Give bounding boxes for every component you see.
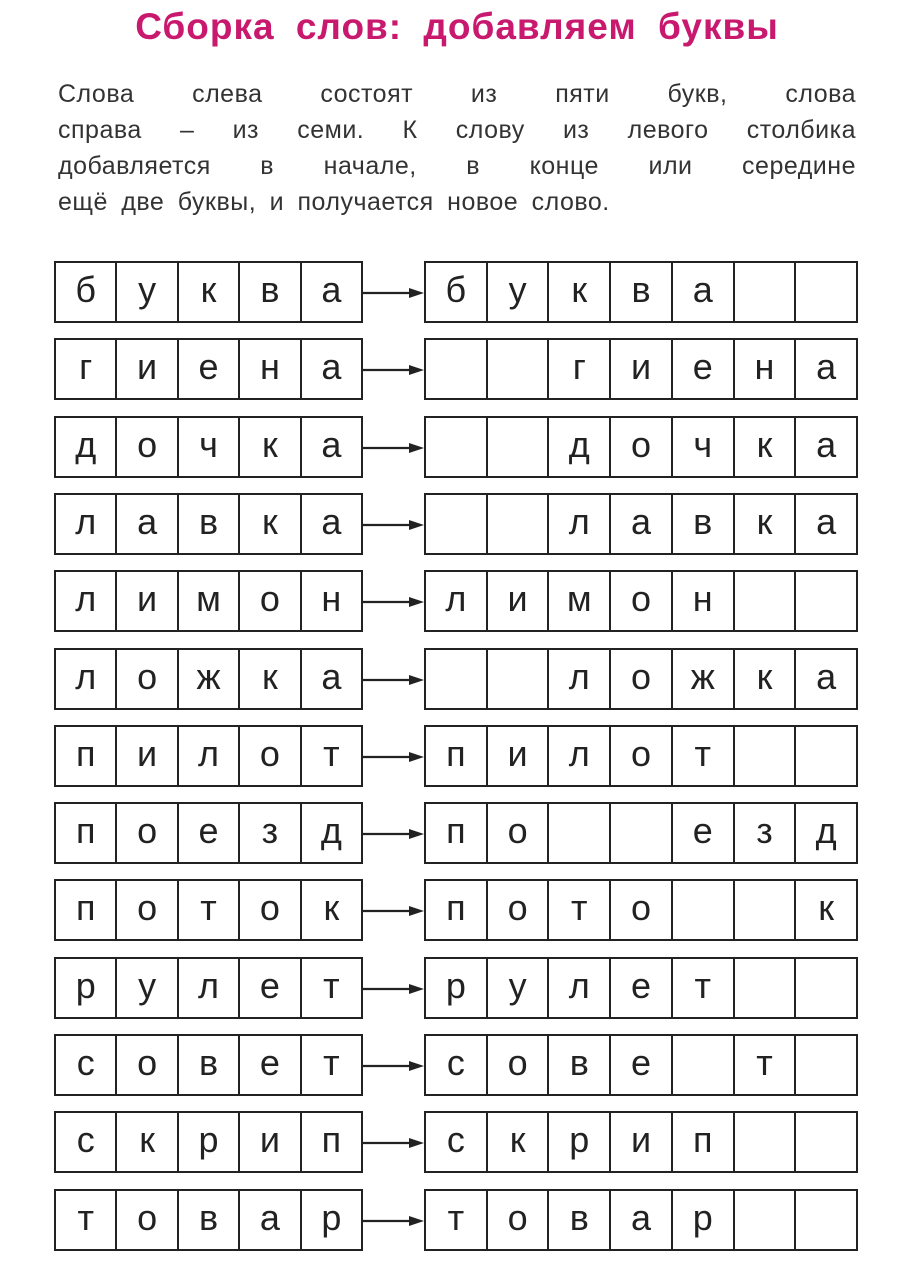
- letter-cell[interactable]: [426, 340, 486, 398]
- letter-cell[interactable]: [733, 727, 795, 785]
- letter-cell[interactable]: о: [486, 804, 548, 862]
- letter-cell[interactable]: т: [447, 1197, 465, 1238]
- letter-cell: а: [300, 340, 361, 398]
- word-row: [0, 261, 914, 327]
- letter-cell[interactable]: к: [733, 650, 795, 708]
- letter-cell: л: [75, 656, 97, 697]
- word-row: [0, 570, 914, 636]
- letter-cell[interactable]: е: [671, 340, 733, 398]
- letter-cell[interactable]: [794, 727, 856, 785]
- arrow-right-icon: [363, 1138, 424, 1148]
- letter-cell: н: [300, 572, 361, 630]
- letter-cell[interactable]: и: [486, 572, 548, 630]
- letter-cell: к: [238, 650, 299, 708]
- letter-cell: г: [79, 346, 93, 387]
- letter-cell: с: [76, 1042, 95, 1083]
- letter-cell[interactable]: р: [671, 1191, 733, 1249]
- letter-cell: в: [177, 495, 238, 553]
- letter-cell[interactable]: у: [486, 263, 548, 321]
- target-word-grid: [424, 1111, 858, 1173]
- word-row: [0, 1034, 914, 1100]
- letter-cell[interactable]: [426, 418, 486, 476]
- letter-cell: о: [238, 881, 299, 939]
- letter-cell[interactable]: а: [794, 650, 856, 708]
- letter-cell[interactable]: о: [609, 881, 671, 939]
- letter-cell[interactable]: [486, 418, 548, 476]
- letter-cell[interactable]: а: [794, 495, 856, 553]
- letter-cell[interactable]: и: [486, 727, 548, 785]
- word-row: [0, 416, 914, 482]
- letter-cell[interactable]: [733, 263, 795, 321]
- source-word-grid: [54, 570, 363, 632]
- letter-cell[interactable]: о: [609, 572, 671, 630]
- letter-cell[interactable]: г: [547, 340, 609, 398]
- letter-cell: л: [177, 959, 238, 1017]
- letter-cell[interactable]: [486, 650, 548, 708]
- letter-cell[interactable]: д: [547, 418, 609, 476]
- letter-cell[interactable]: а: [609, 495, 671, 553]
- word-row: [0, 725, 914, 791]
- letter-cell: ч: [177, 418, 238, 476]
- letter-cell: о: [238, 727, 299, 785]
- target-word-grid: [424, 493, 858, 555]
- letter-cell[interactable]: [733, 572, 795, 630]
- letter-cell: т: [177, 881, 238, 939]
- letter-cell: а: [300, 263, 361, 321]
- letter-cell[interactable]: т: [547, 881, 609, 939]
- letter-cell: д: [300, 804, 361, 862]
- letter-cell: и: [115, 340, 176, 398]
- target-word-grid: [424, 261, 858, 323]
- arrow-right-icon: [363, 288, 424, 298]
- letter-cell: к: [177, 263, 238, 321]
- letter-cell[interactable]: т: [671, 727, 733, 785]
- letter-cell: р: [300, 1191, 361, 1249]
- letter-cell[interactable]: [794, 263, 856, 321]
- letter-cell: т: [77, 1197, 94, 1238]
- letter-cell[interactable]: в: [609, 263, 671, 321]
- letter-cell: л: [75, 501, 97, 542]
- arrow-right-icon: [363, 597, 424, 607]
- target-word-grid: [424, 725, 858, 787]
- letter-cell[interactable]: в: [671, 495, 733, 553]
- letter-cell[interactable]: м: [547, 572, 609, 630]
- letter-cell[interactable]: к: [794, 881, 856, 939]
- source-word-grid: [54, 493, 363, 555]
- letter-cell: е: [238, 1036, 299, 1094]
- letter-cell: а: [300, 418, 361, 476]
- letter-cell[interactable]: в: [547, 1191, 609, 1249]
- letter-cell[interactable]: с: [446, 1119, 465, 1160]
- source-word-grid: [54, 879, 363, 941]
- letter-cell[interactable]: а: [794, 418, 856, 476]
- letter-cell[interactable]: б: [445, 269, 467, 310]
- letter-cell: т: [300, 727, 361, 785]
- letter-cell[interactable]: а: [609, 1191, 671, 1249]
- letter-cell: п: [75, 733, 96, 774]
- letter-cell: п: [75, 810, 96, 851]
- letter-cell: и: [115, 572, 176, 630]
- letter-cell: в: [177, 1036, 238, 1094]
- arrow-right-icon: [363, 906, 424, 916]
- letter-cell: б: [75, 269, 97, 310]
- letter-cell[interactable]: [671, 1036, 733, 1094]
- arrow-right-icon: [363, 829, 424, 839]
- letter-cell[interactable]: [733, 881, 795, 939]
- arrow-right-icon: [363, 520, 424, 530]
- target-word-grid: [424, 1034, 858, 1096]
- target-word-grid: [424, 338, 858, 400]
- source-word-grid: [54, 725, 363, 787]
- letter-cell: о: [115, 1191, 176, 1249]
- letter-cell: в: [177, 1191, 238, 1249]
- letter-cell[interactable]: о: [609, 650, 671, 708]
- word-row: [0, 493, 914, 559]
- letter-cell[interactable]: е: [609, 959, 671, 1017]
- letter-cell: у: [115, 959, 176, 1017]
- letter-cell[interactable]: [733, 959, 795, 1017]
- letter-cell[interactable]: [426, 495, 486, 553]
- letter-cell[interactable]: т: [733, 1036, 795, 1094]
- letter-cell[interactable]: т: [671, 959, 733, 1017]
- letter-cell: е: [238, 959, 299, 1017]
- letter-cell: н: [238, 340, 299, 398]
- letter-cell: т: [300, 1036, 361, 1094]
- letter-cell: е: [177, 340, 238, 398]
- arrow-right-icon: [363, 365, 424, 375]
- letter-cell: а: [300, 650, 361, 708]
- letter-cell[interactable]: з: [733, 804, 795, 862]
- source-word-grid: [54, 1034, 363, 1096]
- letter-cell[interactable]: л: [547, 495, 609, 553]
- instruction-line: Слова слева состоят из пяти букв, слова: [58, 80, 856, 108]
- letter-cell[interactable]: [794, 1036, 856, 1094]
- arrow-right-icon: [363, 675, 424, 685]
- letter-cell[interactable]: [794, 1113, 856, 1171]
- letter-cell: ж: [177, 650, 238, 708]
- letter-cell: а: [115, 495, 176, 553]
- letter-cell: т: [300, 959, 361, 1017]
- letter-cell: е: [177, 804, 238, 862]
- letter-cell: о: [238, 572, 299, 630]
- word-row: [0, 957, 914, 1023]
- instruction-line: ещё две буквы, и получается новое слово.: [58, 188, 610, 216]
- target-word-grid: [424, 570, 858, 632]
- letter-cell[interactable]: [426, 650, 486, 708]
- letter-cell[interactable]: л: [547, 650, 609, 708]
- letter-cell[interactable]: ч: [671, 418, 733, 476]
- instruction-line: справа – из семи. К слову из левого столбика: [58, 116, 856, 144]
- letter-cell: и: [115, 727, 176, 785]
- source-word-grid: [54, 338, 363, 400]
- letter-cell[interactable]: д: [794, 804, 856, 862]
- arrow-right-icon: [363, 984, 424, 994]
- letter-cell[interactable]: у: [486, 959, 548, 1017]
- source-word-grid: [54, 802, 363, 864]
- letter-cell: п: [300, 1113, 361, 1171]
- letter-cell[interactable]: к: [486, 1113, 548, 1171]
- source-word-grid: [54, 416, 363, 478]
- letter-cell[interactable]: и: [609, 1113, 671, 1171]
- letter-cell[interactable]: п: [446, 810, 466, 851]
- word-row: [0, 802, 914, 868]
- letter-cell[interactable]: в: [547, 1036, 609, 1094]
- letter-cell: о: [115, 650, 176, 708]
- letter-cell[interactable]: о: [486, 881, 548, 939]
- letter-cell[interactable]: р: [547, 1113, 609, 1171]
- page-title: Сборка слов: добавляем буквы: [135, 6, 779, 47]
- instruction-line: добавляется в начале, в конце или середине: [58, 152, 856, 180]
- letter-cell: а: [300, 495, 361, 553]
- letter-cell: к: [115, 1113, 176, 1171]
- letter-cell[interactable]: е: [671, 804, 733, 862]
- letter-cell: в: [238, 263, 299, 321]
- letter-cell[interactable]: о: [609, 727, 671, 785]
- letter-cell: л: [75, 578, 97, 619]
- letter-cell: о: [115, 881, 176, 939]
- letter-cell: д: [75, 424, 97, 465]
- letter-cell[interactable]: п: [446, 887, 466, 928]
- letter-cell[interactable]: [486, 495, 548, 553]
- letter-cell: р: [177, 1113, 238, 1171]
- letter-cell: с: [76, 1119, 95, 1160]
- letter-cell[interactable]: [609, 804, 671, 862]
- source-word-grid: [54, 957, 363, 1019]
- source-word-grid: [54, 1111, 363, 1173]
- letter-cell: з: [238, 804, 299, 862]
- letter-cell[interactable]: к: [733, 495, 795, 553]
- letter-cell[interactable]: к: [547, 263, 609, 321]
- letter-cell[interactable]: л: [547, 727, 609, 785]
- word-row: [0, 1111, 914, 1177]
- letter-cell[interactable]: н: [733, 340, 795, 398]
- arrow-right-icon: [363, 443, 424, 453]
- letter-cell[interactable]: [671, 881, 733, 939]
- target-word-grid: [424, 957, 858, 1019]
- letter-cell: л: [177, 727, 238, 785]
- letter-cell[interactable]: л: [547, 959, 609, 1017]
- letter-cell[interactable]: [794, 1191, 856, 1249]
- target-word-grid: [424, 416, 858, 478]
- letter-cell[interactable]: [486, 340, 548, 398]
- target-word-grid: [424, 1189, 858, 1251]
- letter-cell[interactable]: [733, 1191, 795, 1249]
- letter-cell: м: [177, 572, 238, 630]
- letter-cell[interactable]: [794, 572, 856, 630]
- letter-cell: р: [75, 965, 96, 1006]
- arrow-right-icon: [363, 752, 424, 762]
- arrow-right-icon: [363, 1216, 424, 1226]
- target-word-grid: [424, 648, 858, 710]
- arrow-right-icon: [363, 1061, 424, 1071]
- letter-cell[interactable]: л: [445, 578, 467, 619]
- letter-cell: о: [115, 1036, 176, 1094]
- letter-cell[interactable]: о: [486, 1036, 548, 1094]
- source-word-grid: [54, 648, 363, 710]
- letter-cell[interactable]: [547, 804, 609, 862]
- letter-cell: о: [115, 418, 176, 476]
- word-row: [0, 1189, 914, 1255]
- target-word-grid: [424, 802, 858, 864]
- letter-cell[interactable]: о: [609, 418, 671, 476]
- letter-cell[interactable]: н: [671, 572, 733, 630]
- source-word-grid: [54, 1189, 363, 1251]
- letter-cell[interactable]: а: [794, 340, 856, 398]
- word-row: [0, 879, 914, 945]
- word-row: [0, 338, 914, 404]
- instructions: [58, 76, 856, 220]
- letter-cell: к: [300, 881, 361, 939]
- letter-cell[interactable]: е: [609, 1036, 671, 1094]
- letter-cell[interactable]: [733, 1113, 795, 1171]
- letter-cell[interactable]: а: [671, 263, 733, 321]
- letter-cell[interactable]: о: [486, 1191, 548, 1249]
- letter-cell[interactable]: п: [671, 1113, 733, 1171]
- letter-cell[interactable]: ж: [671, 650, 733, 708]
- letter-cell[interactable]: с: [446, 1042, 465, 1083]
- letter-cell: у: [115, 263, 176, 321]
- letter-cell[interactable]: и: [609, 340, 671, 398]
- letter-cell[interactable]: р: [445, 965, 466, 1006]
- word-row: [0, 648, 914, 714]
- target-word-grid: [424, 879, 858, 941]
- letter-cell: к: [238, 418, 299, 476]
- letter-cell[interactable]: [794, 959, 856, 1017]
- letter-cell: и: [238, 1113, 299, 1171]
- letter-cell[interactable]: к: [733, 418, 795, 476]
- source-word-grid: [54, 261, 363, 323]
- letter-cell: к: [238, 495, 299, 553]
- letter-cell: о: [115, 804, 176, 862]
- letter-cell: п: [75, 887, 96, 928]
- letter-cell[interactable]: п: [446, 733, 466, 774]
- letter-cell: а: [238, 1191, 299, 1249]
